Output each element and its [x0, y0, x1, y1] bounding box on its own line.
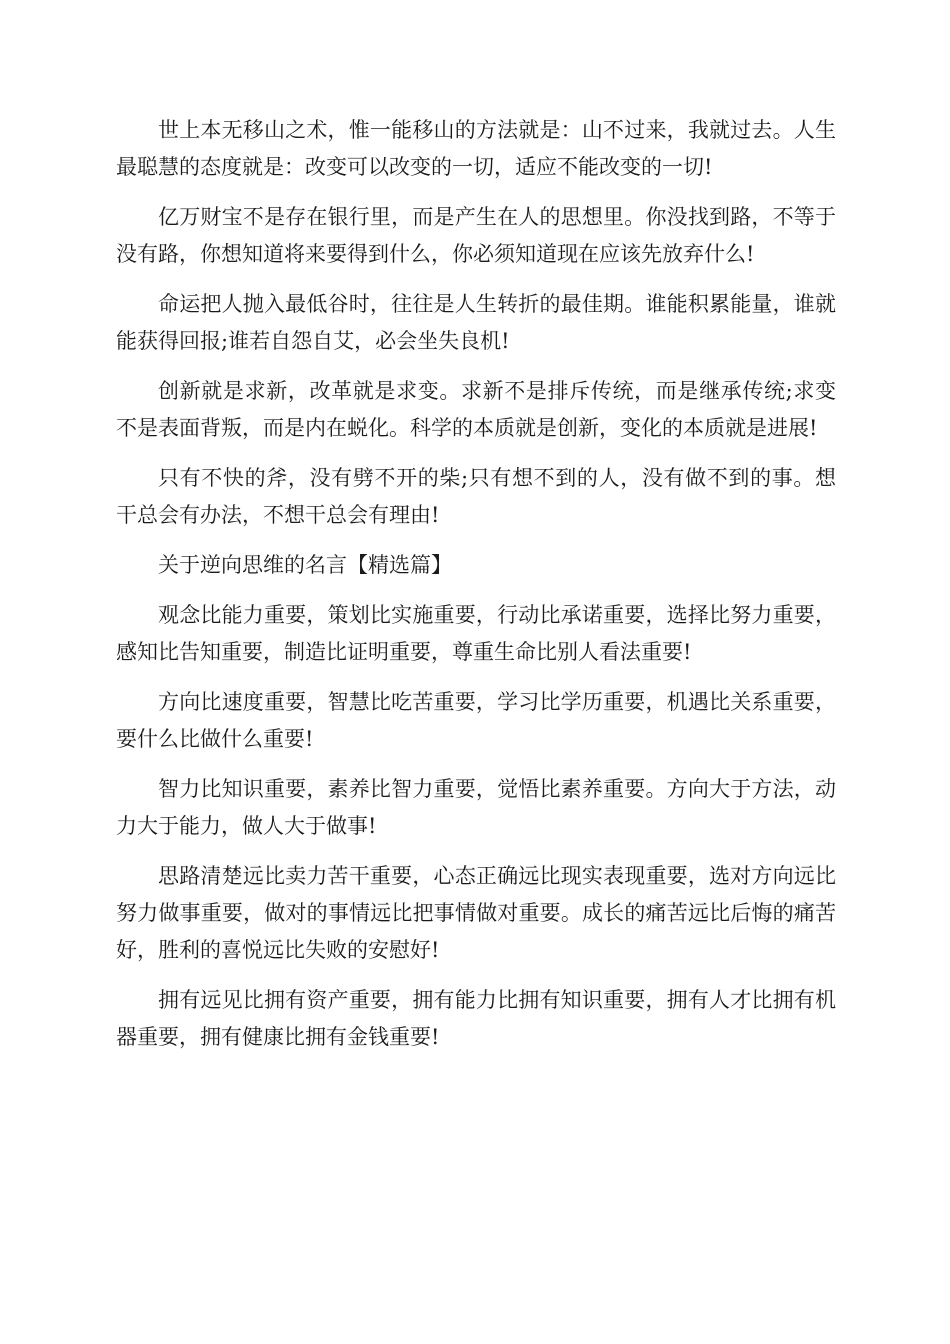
paragraph: 亿万财宝不是存在银行里，而是产生在人的思想里。你没找到路，不等于没有路，你想知道将来要得到什么，你必须知道现在应该先放弃什么! — [116, 205, 836, 266]
paragraph: 观念比能力重要，策划比实施重要，行动比承诺重要，选择比努力重要，感知比告知重要，制造比证明重要，尊重生命比别人看法重要! — [116, 603, 836, 664]
paragraph: 创新就是求新，改革就是求变。求新不是排斥传统，而是继承传统;求变不是表面背叛，而是内在蜕化。科学的本质就是创新，变化的本质就是进展! — [116, 379, 836, 440]
paragraph: 智力比知识重要，素养比智力重要，觉悟比素养重要。方向大于方法，动力大于能力，做人大于做事! — [116, 777, 836, 838]
paragraph: 只有不快的斧，没有劈不开的柴;只有想不到的人，没有做不到的事。想干总会有办法，不想干总会有理由! — [116, 466, 836, 527]
paragraph: 命运把人抛入最低谷时，往往是人生转折的最佳期。谁能积累能量，谁就能获得回报;谁若自怨自艾，必会坐失良机! — [116, 292, 836, 353]
document-page — [116, 112, 836, 1069]
paragraph: 世上本无移山之术，惟一能移山的方法就是：山不过来，我就过去。人生最聪慧的态度就是：改变可以改变的一切，适应不能改变的一切! — [116, 118, 836, 179]
paragraph: 方向比速度重要，智慧比吃苦重要，学习比学历重要，机遇比关系重要，要什么比做什么重要! — [116, 690, 836, 751]
section-heading: 关于逆向思维的名言【精选篇】 — [158, 553, 452, 577]
paragraph: 拥有远见比拥有资产重要，拥有能力比拥有知识重要，拥有人才比拥有机器重要，拥有健康比拥有金钱重要! — [116, 988, 836, 1049]
paragraph: 思路清楚远比卖力苦干重要，心态正确远比现实表现重要，选对方向远比努力做事重要，做对的事情远比把事情做对重要。成长的痛苦远比后悔的痛苦好，胜利的喜悦远比失败的安慰好! — [116, 864, 836, 962]
